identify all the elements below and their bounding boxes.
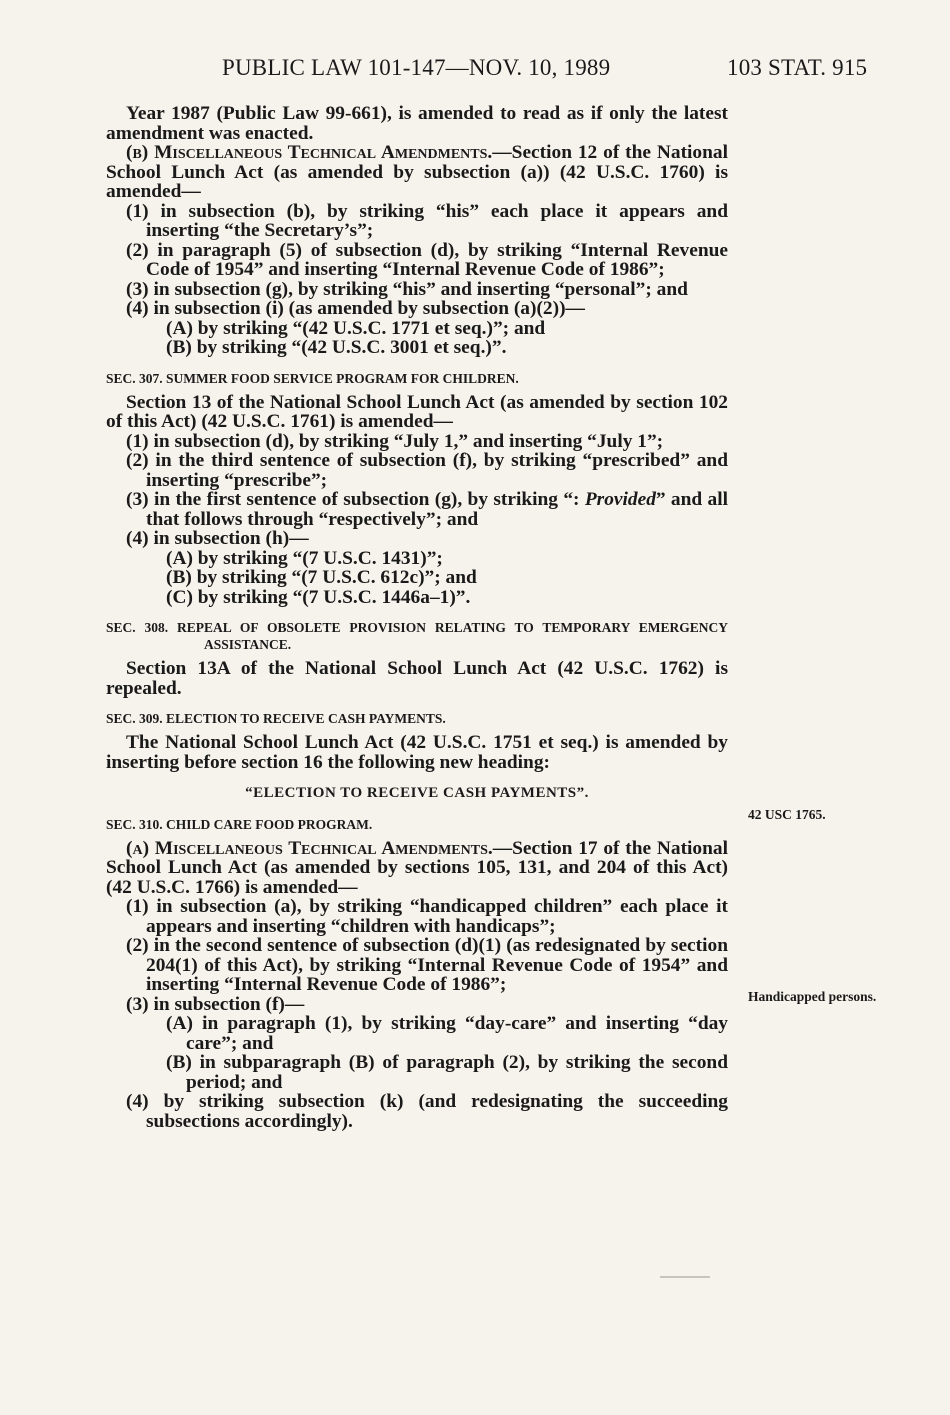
section-heading: SEC. 309. ELECTION TO RECEIVE CASH PAYMENTS.	[106, 711, 446, 726]
paragraph: (B) in subparagraph (B) of paragraph (2), by striking the second period; and	[166, 1052, 728, 1093]
margin-note-usc: 42 USC 1765.	[748, 807, 826, 822]
paragraph: (C) by striking “(7 U.S.C. 1446a–1)”.	[166, 586, 471, 608]
paragraph: (3) in subsection (f)—	[126, 993, 305, 1015]
paragraph-text: —Section 17 of the National School Lunch Act (as amended by sections 105, 131, and 204 of this Act) (42 U.S.C. 1766) is amended—	[106, 837, 728, 898]
paragraph-text: —Section 12 of the National School Lunch Act (as amended by subsection (a)) (42 U.S.C. 1760) is amended—	[106, 142, 728, 202]
document-body	[106, 104, 728, 1131]
paragraph: The National School Lunch Act (42 U.S.C. 1751 et seq.) is amended by inserting before section 16 the following new heading:	[106, 732, 728, 773]
paragraph: (1) in subsection (d), by striking “July 1,” and inserting “July 1”;	[126, 430, 664, 452]
subsection-heading: (a) Miscellaneous Technical Amendments.	[126, 837, 493, 859]
page-header-title: PUBLIC LAW 101-147—NOV. 10, 1989	[222, 55, 611, 80]
subsection-heading: (b) Miscellaneous Technical Amendments.	[126, 142, 493, 163]
paragraph: (1) in subsection (b), by striking “his” each place it appears and inserting “the Secretary’s”;	[126, 200, 728, 241]
paragraph: (4) in subsection (i) (as amended by subsection (a)(2))—	[126, 298, 585, 319]
section-heading: SEC. 308. REPEAL OF OBSOLETE PROVISION RELATING TO TEMPORARY EMERGENCY ASSISTANCE.	[106, 620, 728, 652]
paragraph: (A) by striking “(7 U.S.C. 1431)”;	[166, 547, 443, 569]
quoted-heading: “ELECTION TO RECEIVE CASH PAYMENTS”.	[245, 785, 589, 801]
paragraph	[106, 839, 728, 898]
section-heading: SEC. 307. SUMMER FOOD SERVICE PROGRAM FOR CHILDREN.	[106, 370, 519, 386]
paragraph-text: ” and all that follows through “respectively”; and	[146, 489, 728, 530]
paragraph: Year 1987 (Public Law 99-661), is amended to read as if only the latest amendment was enacted.	[106, 103, 728, 144]
paragraph: (4) by striking subsection (k) (and redesignating the succeeding subsections accordingly).	[126, 1091, 728, 1132]
paragraph: (B) by striking “(7 U.S.C. 612c)”; and	[166, 567, 477, 588]
paragraph: (4) in subsection (h)—	[126, 528, 309, 549]
scan-smudge	[660, 1276, 710, 1278]
paragraph: (3) in subsection (g), by striking “his” and inserting “personal”; and	[126, 278, 688, 300]
section-heading: SEC. 310. CHILD CARE FOOD PROGRAM.	[106, 816, 373, 832]
margin-note-handicapped: Handicapped persons.	[748, 989, 877, 1004]
paragraph: (2) in the second sentence of subsection (d)(1) (as redesignated by section 204(1) of this Act), by striking “Internal Revenue Code of 1954” and inserting “Internal Revenue Code of 1986”;	[126, 935, 728, 995]
paragraph	[106, 490, 728, 529]
page-header-stat: 103 STAT. 915	[727, 55, 868, 80]
paragraph: (2) in the third sentence of subsection (f), by striking “prescribed” and inserting “prescribe”;	[126, 450, 728, 491]
paragraph: (1) in subsection (a), by striking “handicapped children” each place it appears and inserting “children with handicaps”;	[126, 896, 728, 937]
paragraph: (A) by striking “(42 U.S.C. 1771 et seq.)”; and	[166, 317, 546, 339]
paragraph-text: (3) in the first sentence of subsection (g), by striking “:	[126, 489, 585, 510]
paragraph: Section 13 of the National School Lunch Act (as amended by section 102 of this Act) (42 U.S.C. 1761) is amended—	[106, 391, 728, 432]
paragraph: (2) in paragraph (5) of subsection (d), by striking “Internal Revenue Code of 1954” and inserting “Internal Revenue Code of 1986”;	[126, 239, 728, 280]
paragraph	[106, 143, 728, 202]
italic-term: Provided	[584, 489, 656, 510]
paragraph: (B) by striking “(42 U.S.C. 3001 et seq.)”.	[166, 337, 507, 358]
paragraph: Section 13A of the National School Lunch Act (42 U.S.C. 1762) is repealed.	[106, 658, 728, 699]
paragraph: (A) in paragraph (1), by striking “day-care” and inserting “day care”; and	[166, 1013, 728, 1054]
